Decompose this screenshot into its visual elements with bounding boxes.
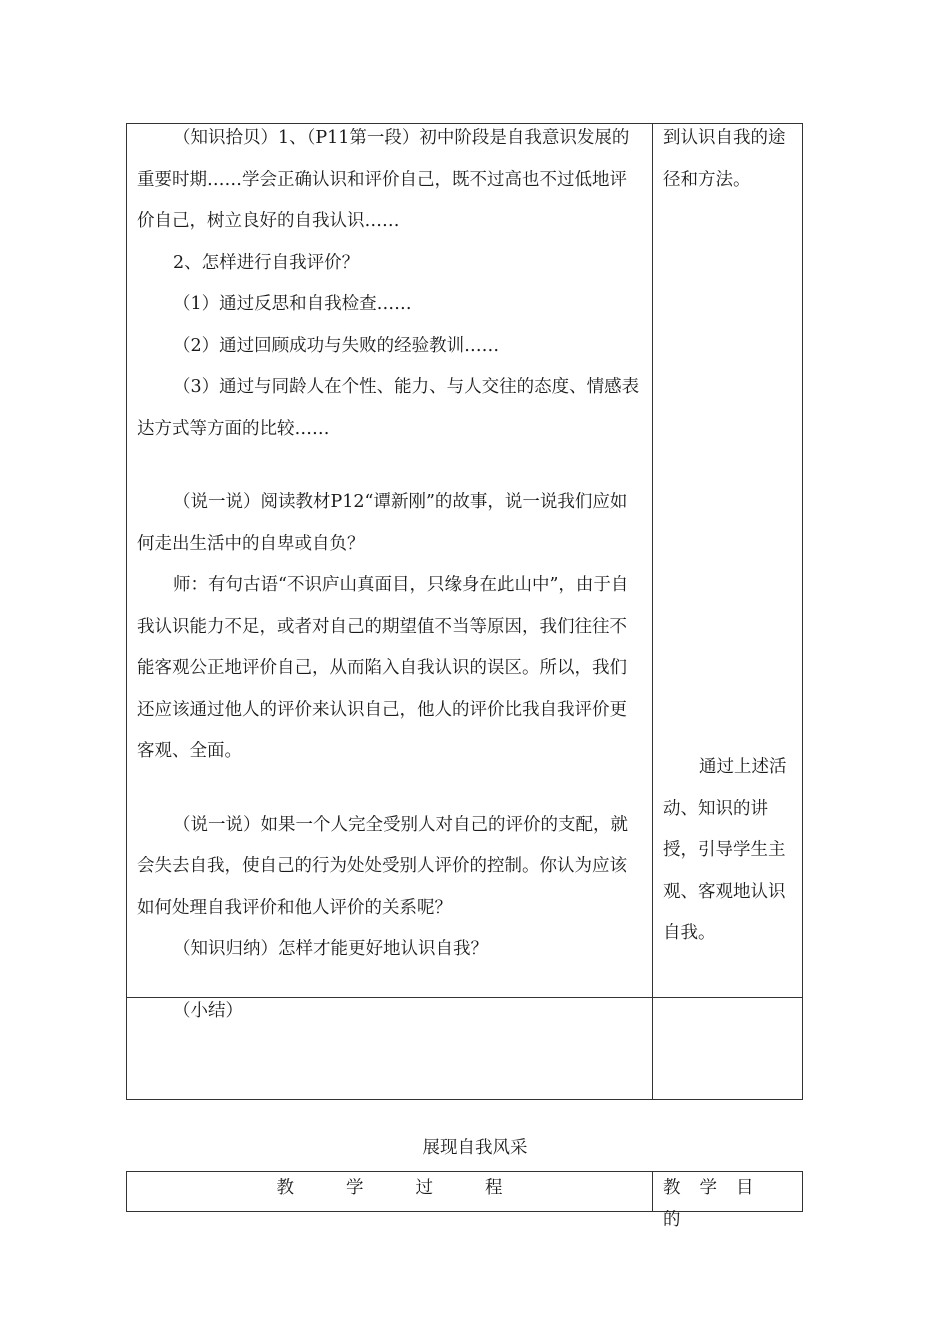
- paragraph-question-2: 2、怎样进行自我评价？: [173, 252, 360, 273]
- header-teaching-process: 教学过程: [276, 1178, 555, 1198]
- paragraph-method-1: （1）通过反思和自我检查……: [173, 294, 412, 314]
- paragraph-discussion-2: （说一说）如果一个人完全受别人对自己的评价的支配，就会失去自我，使自己的行为处处受别人评价的控制。你认为应该如何处理自我评价和他人评价的关系呢？: [137, 814, 628, 918]
- header-table: [126, 1171, 803, 1230]
- paragraph-knowledge: （知识拾贝）1、（P11第一段）初中阶段是自我意识发展的重要时期……学会正确认识和评价自己，既不过高也不过低地评价自己，树立良好的自我认识……: [137, 128, 630, 231]
- lesson-table: [126, 123, 803, 1100]
- paragraph-method-3: （3）通过与同龄人在个性、能力、与人交往的态度、情感表达方式等方面的比较……: [137, 377, 640, 439]
- teaching-goal-top: 到认识自我的途径和方法。: [663, 128, 786, 190]
- paragraph-teacher: 师：有句古语“不识庐山真面目，只缘身在此山中”，由于自我认识能力不足，或者对自己的期望值不当等原因，我们往往不能客观公正地评价自己，从而陷入自我认识的误区。所以，我们还应该通过他人的评价来认识自己，他人的评价比我自我评价更客观、全面。: [137, 575, 629, 761]
- teaching-goal-bottom: [663, 747, 801, 955]
- column-divider: [652, 124, 653, 1099]
- header-teaching-goal: 教学目的: [663, 1178, 773, 1230]
- paragraph-method-2: （2）通过回顾成功与失败的经验教训……: [173, 335, 500, 356]
- teaching-process-cell: [137, 118, 642, 971]
- teaching-goal-text: 通过上述活动、知识的讲授，引导学生主观、客观地认识自我。: [663, 757, 787, 943]
- paragraph-discussion-1: （说一说）阅读教材P12“谭新刚”的故事，说一说我们应如何走出生活中的自卑或自负？: [137, 492, 628, 554]
- section-title: 展现自我风采: [422, 1138, 528, 1158]
- column-divider: [652, 1172, 653, 1211]
- paragraph-summary-knowledge: （知识归纳）怎样才能更好地认识自我？: [173, 939, 488, 959]
- summary-cell: [137, 991, 642, 1033]
- summary-label: （小结）: [173, 1001, 243, 1021]
